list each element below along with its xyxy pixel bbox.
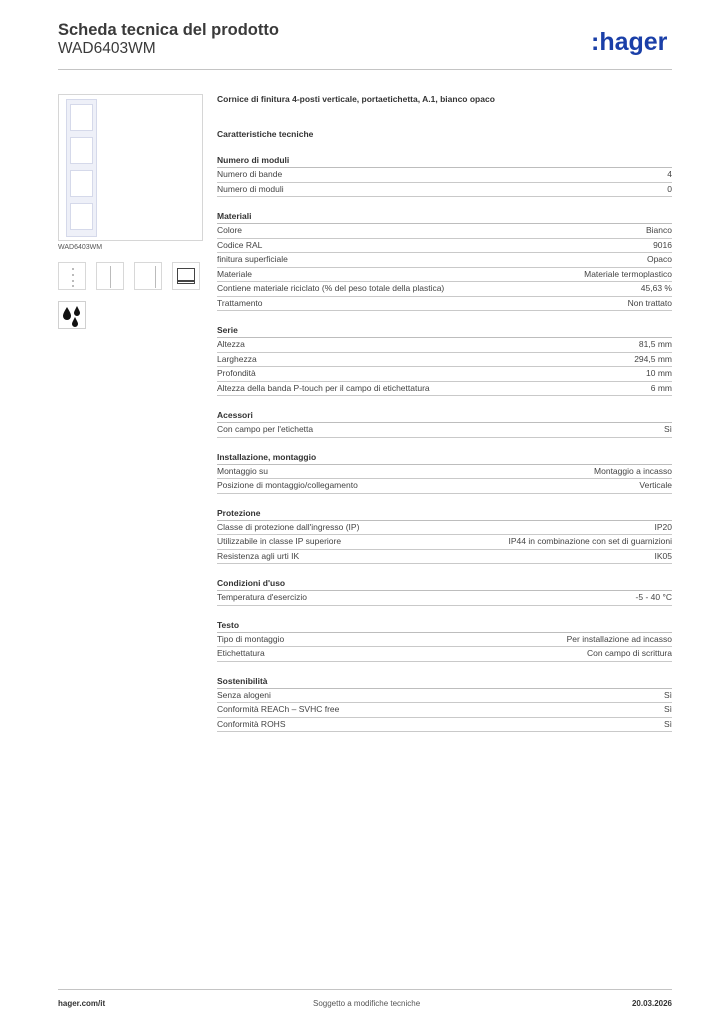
spec-row	[217, 297, 672, 312]
spec-label: Posizione di montaggio/collegamento	[217, 480, 358, 490]
logo-text: :hager	[591, 28, 668, 56]
spec-section	[217, 577, 672, 606]
section-title: Materiali	[217, 210, 672, 224]
characteristics-title: Caratteristiche tecniche	[217, 129, 314, 139]
product-description: Cornice di finitura 4-posti verticale, portaetichetta, A.1, bianco opaco	[217, 94, 495, 104]
spec-section	[217, 507, 672, 565]
spec-row	[217, 338, 672, 353]
spec-row	[217, 382, 672, 397]
spec-value: Con campo di scrittura	[586, 648, 672, 658]
spec-label: Con campo per l'etichetta	[217, 424, 314, 434]
spec-row	[217, 535, 672, 550]
spec-value: 10 mm	[646, 368, 672, 378]
spec-label: Conformità ROHS	[217, 718, 286, 729]
spec-row	[217, 479, 672, 494]
spec-row	[217, 183, 672, 198]
spec-section	[217, 619, 672, 662]
hager-logo	[591, 26, 673, 60]
spec-label: Altezza della banda P-touch per il campo di etichettatura	[217, 382, 430, 393]
spec-row	[217, 689, 672, 704]
product-image	[58, 94, 203, 241]
spec-value: Verticale	[639, 480, 672, 490]
spec-value: Per installazione ad incasso	[566, 633, 672, 644]
spec-value: IP20	[654, 521, 672, 532]
front-view-thumbnail[interactable]	[58, 262, 86, 290]
spec-label: Numero di moduli	[217, 183, 284, 194]
spec-value: 45,63 %	[640, 283, 672, 293]
spec-label: Contiene materiale riciclato (% del peso totale della plastica)	[217, 283, 445, 293]
spec-row	[217, 633, 672, 648]
section-title: Sostenibilità	[217, 675, 672, 689]
spec-value: IP44 in combinazione con set di guarnizioni	[508, 536, 672, 546]
spec-label: Colore	[217, 225, 243, 235]
spec-value: Montaggio a incasso	[594, 465, 672, 476]
spec-sections	[217, 154, 672, 732]
spec-value: Opaco	[646, 254, 672, 264]
footer-note: Soggetto a modifiche tecniche	[313, 999, 421, 1008]
spec-label: Senza alogeni	[217, 689, 271, 700]
spec-row	[217, 647, 672, 662]
spec-label: Utilizzabile in classe IP superiore	[217, 536, 342, 546]
spec-row	[217, 703, 672, 718]
frame-slot	[70, 137, 93, 164]
side-view-thumbnail[interactable]	[96, 262, 124, 290]
spec-row	[217, 423, 672, 438]
frame-slot	[70, 104, 93, 131]
section-title: Serie	[217, 324, 672, 338]
spec-label: Materiale	[217, 268, 252, 279]
header-divider	[58, 69, 672, 70]
page-title: Scheda tecnica del prodotto	[58, 21, 279, 39]
spec-value: Sì	[663, 704, 672, 714]
spec-value: Sì	[663, 689, 672, 700]
spec-section	[217, 675, 672, 733]
spec-value: IK05	[654, 550, 672, 561]
spec-row	[217, 268, 672, 283]
spec-label: Etichettatura	[217, 648, 265, 658]
spec-value: 0	[667, 183, 672, 194]
frame-drawing	[66, 99, 97, 237]
footer-website[interactable]: hager.com/it	[58, 999, 106, 1008]
product-code: WAD6403WM	[58, 40, 156, 57]
spec-value: 9016	[653, 239, 672, 250]
side-view-2-thumbnail[interactable]	[134, 262, 162, 290]
section-title: Numero di moduli	[217, 154, 672, 168]
spec-row	[217, 367, 672, 382]
spec-label: finitura superficiale	[217, 254, 288, 264]
spec-row	[217, 353, 672, 368]
spec-section	[217, 324, 672, 396]
spec-section	[217, 409, 672, 438]
spec-label: Resistenza agli urti IK	[217, 550, 300, 561]
spec-section	[217, 154, 672, 197]
frame-slot	[70, 170, 93, 197]
spec-row	[217, 253, 672, 268]
water-drops-icon	[58, 301, 86, 329]
spec-section	[217, 210, 672, 311]
spec-label: Profondità	[217, 368, 256, 378]
spec-row	[217, 465, 672, 480]
spec-label: Trattamento	[217, 297, 263, 308]
spec-value: 81,5 mm	[638, 339, 672, 349]
spec-row	[217, 239, 672, 254]
section-title: Condizioni d'uso	[217, 577, 672, 591]
section-title: Protezione	[217, 507, 672, 521]
install-box-thumbnail[interactable]	[172, 262, 200, 290]
footer-date: 20.03.2026	[631, 999, 672, 1008]
section-title: Installazione, montaggio	[217, 451, 672, 465]
spec-value: -5 - 40 °C	[635, 592, 672, 602]
spec-label: Conformità REACh – SVHC free	[217, 704, 340, 714]
spec-label: Codice RAL	[217, 239, 263, 250]
spec-row	[217, 224, 672, 239]
spec-value: Materiale termoplastico	[584, 268, 672, 279]
spec-label: Montaggio su	[217, 465, 269, 476]
spec-content	[217, 94, 672, 732]
spec-value: Sì	[663, 718, 672, 729]
spec-label: Temperatura d'esercizio	[217, 592, 307, 602]
spec-label: Altezza	[217, 339, 245, 349]
spec-row	[217, 168, 672, 183]
frame-slot	[70, 203, 93, 230]
spec-section	[217, 451, 672, 494]
spec-value: 294,5 mm	[634, 353, 672, 364]
footer-divider	[58, 989, 672, 990]
spec-label: Tipo di montaggio	[217, 633, 285, 644]
spec-value: Non trattato	[627, 297, 672, 308]
spec-value: 4	[667, 169, 672, 179]
spec-label: Larghezza	[217, 353, 257, 364]
section-title: Acessori	[217, 409, 672, 423]
spec-row	[217, 550, 672, 565]
spec-row	[217, 282, 672, 297]
image-caption: WAD6403WM	[58, 244, 103, 251]
spec-label: Numero di bande	[217, 169, 283, 179]
spec-value: Bianco	[646, 225, 672, 235]
section-title: Testo	[217, 619, 672, 633]
spec-row	[217, 521, 672, 536]
spec-value: 6 mm	[650, 382, 672, 393]
spec-value: Sì	[663, 424, 672, 434]
spec-label: Classe di protezione dall'ingresso (IP)	[217, 521, 360, 532]
spec-row	[217, 591, 672, 606]
spec-row	[217, 718, 672, 733]
